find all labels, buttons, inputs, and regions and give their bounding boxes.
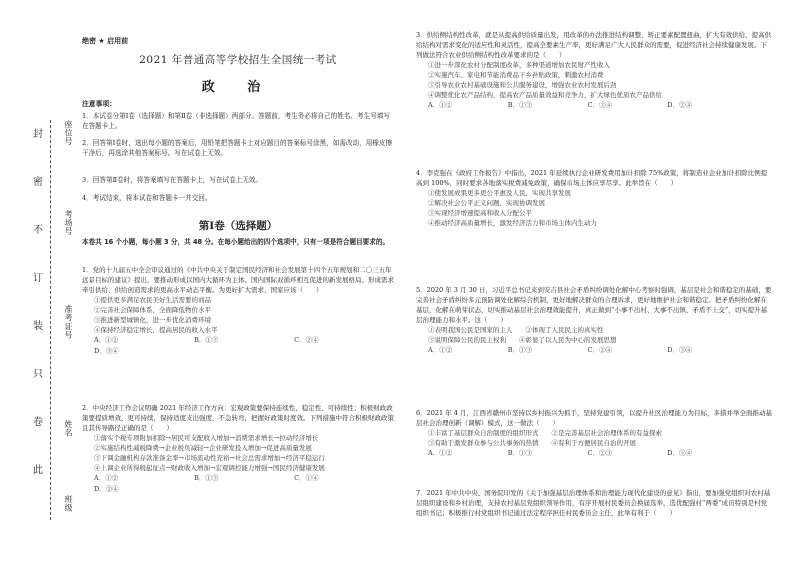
answer-d: D．③④: [94, 346, 119, 355]
option: ②完善社会保障体系，全面降低物价水平: [94, 306, 211, 315]
binding-dashed-line: [50, 120, 51, 520]
admission-number-label: 准考证号: [64, 305, 73, 339]
question-7: [416, 488, 772, 518]
binding-char: 订: [33, 273, 43, 284]
answer-b: B．①③: [507, 101, 533, 110]
binding-char: 不: [33, 225, 43, 236]
subject-title: 政 治: [201, 80, 275, 95]
binding-char: 装: [33, 321, 43, 332]
option: ③说明保障公民的民主权利 ④彰显了以人民为中心的发展思想: [428, 336, 617, 345]
answer-b: B．①③: [194, 474, 219, 483]
option: ②实施汽车、家电和节能消费品下乡补贴政策，刺激农村消费: [428, 71, 604, 80]
notice-item: 2．回答第Ⅰ卷时，选出每小题的答案后，用铅笔把答题卡上对应题目的答案标号涂黑，如需改动，用橡皮擦干净后，再选涂其他答案标号。写在试卷上无效。: [82, 139, 393, 158]
section-heading: 第Ⅰ卷（选择题）: [198, 220, 278, 232]
question-stem: 2．中央经济工作会议明确 2021 年经济工作方向：宏观政策要保持连续性、稳定性、可持续性；积极财政政策要提质增效、更可持续，保持适度支出强度，不急转弯，把握好政策时度效。下列措施中符合积极财政政策且其传导路径正确的是（ ）: [82, 404, 394, 433]
answer-choices: [416, 100, 772, 110]
option: ③实现经济增速提高和收入分配公平: [428, 209, 532, 218]
question-stem: 7．2021 年中共中央、国务院印发的《关于加强基层治理体系和治理能力现代化建设的意见》指出，要加强党组织对农村基层组织建设和乡村治理，支持农村基层党组织领导作用，有序开展村民委员会换届选举，选优配强村“两委”成员特别是村党组织书记；积极推行村党组织书记通过法定程序担任村民委员会主任，此举有利于（ ）: [416, 489, 771, 518]
answer-c: C．②④: [294, 336, 319, 345]
option: ④调整优化农产品结构，提高农产品质量效益和竞争力，扩大绿色优质农产品供给: [428, 91, 662, 100]
question-stem: 6．2021 年 4 月，江西省赣州市坚持以乡村振兴为抓手，坚持党建引领，以提升社区治理能力为目标，多措并举全面推动基层社会治理创新（调解）模式，这一做法（ ）: [416, 409, 773, 428]
exam-room-label: 考场号: [64, 210, 73, 236]
answer-choices: [416, 448, 772, 458]
notice-item: 1．本试卷分第Ⅰ卷（选择题）和第Ⅱ卷（非选择题）两部分。答题前，考生务必将自己的姓名、考生号填写在答题卡上。: [82, 112, 390, 131]
notice-item: 4．考试结束，将本试卷和答题卡一并交回。: [82, 194, 212, 202]
option: ④保持经济稳定增长，提高居民的收入水平: [94, 326, 218, 335]
answer-c: C．②③: [587, 449, 612, 458]
answer-a: A．①②: [428, 346, 453, 355]
name-label: 姓名: [64, 420, 73, 437]
option: ④上调企业所得税起征点→财政收入增加→宏观调控能力增强→国民经济健康发展: [94, 464, 325, 473]
option: ③有助于激发群众参与公共事务的热情 ④有利于方便居民自治的开展: [428, 439, 636, 448]
binding-char: 此: [33, 465, 43, 476]
question-5: [416, 285, 772, 355]
option: ②解决社会公平正义问题，实现协调发展: [428, 199, 545, 208]
answer-choices: [82, 335, 394, 355]
binding-char: 只: [33, 369, 43, 380]
question-stem: 4．李克强在《政府工作报告》中指出，2021 年延续执行企业研发费用加计扣除 75%政策，将制造业企业加计扣除比例提高到 100%，同时要求各地落实税费减免政策，确保市场主体应享尽享。此举旨在（ ）: [416, 169, 768, 188]
seat-number-label: 座位号: [64, 120, 73, 146]
option: ④推动经济高质量增长，激发经济活力和市场主体内生动力: [428, 219, 597, 228]
notice-item: 3．回答第Ⅱ卷时，将答案填写在答题卡上，写在试卷上无效。: [82, 176, 263, 184]
option: ①提供更多满足农民美好生活需要的商品: [94, 296, 211, 305]
answer-a: A．①②: [428, 101, 453, 110]
class-label: 班级: [64, 495, 73, 512]
question-6: [416, 408, 772, 458]
option: ①落实个税专项附加扣除→居民可支配收入增加→消费需求增长→拉动经济增长: [94, 434, 319, 443]
notice-heading: 注意事项：: [82, 100, 116, 108]
binding-char: 密: [33, 177, 43, 188]
answer-c: C．②④: [587, 346, 612, 355]
question-1: [82, 265, 394, 356]
answer-c: C．③④: [587, 101, 612, 110]
answer-b: B．①③: [194, 336, 219, 345]
exam-title: 2021 年普通高等学校招生全国统一考试: [139, 54, 337, 66]
question-2: [82, 403, 394, 494]
answer-b: B．①③: [507, 346, 533, 355]
option: ③推进新型城镇化，进一步优化消费环境: [94, 316, 211, 325]
question-stem: 5．2020 年 3 月 30 日，习近平总书记来到安吉县社会矛盾纠纷调处化解中心考察时强调，基层是社会和谐稳定的基础，要完善社会矛盾纠纷多元预防调处化解综合机制，更好地解决群众的合理诉求，更好地维护社会和谐稳定。把矛盾纠纷化解在基层，化解在萌芽状态，切实推动基层社会治理效能提升，真正做到“小事不出村、大事不出镇、矛盾不上交”，切实提升基层治理能力和水平。这（ ）: [416, 286, 772, 325]
answer-choices: [416, 345, 772, 355]
option: ③下调金融机构存款准备金率→市场流动性充裕→社会总需求增加→经济平稳运行: [94, 454, 325, 463]
question-stem: 1．党的十九届五中全会审议通过的《中共中央关于制定国民经济和社会发展第十四个五年规划和二〇三五年远景目标的建议》提出，要推动形成以国内大循环为主体、国内国际双循环相互促进的新发展格局。形成需求牵引供给、供给创造需求的更高水平动态平衡。为更好扩大需求，国家应该（ ）: [82, 266, 394, 295]
secret-mark: 绝密 ★ 启用前: [82, 37, 129, 45]
answer-d: D．②④: [94, 484, 119, 493]
option: ③引导农业农村基础设施和公共服务建设，增强农业农村发展后劲: [428, 81, 617, 90]
section-description: 本卷共 16 个小题，每小题 3 分，共 48 分。在每小题给出的四个选项中，只有一项是符合题目要求的。: [82, 238, 390, 246]
answer-c: C．①④: [294, 474, 319, 483]
answer-a: A．①②: [428, 449, 453, 458]
answer-choices: [82, 473, 394, 493]
binding-char: 卷: [33, 417, 43, 428]
option: ①使发展成果更多更公平惠及人民，实现共享发展: [428, 189, 571, 198]
answer-d: D．③④: [667, 346, 692, 355]
answer-a: A．①②: [94, 474, 119, 483]
option: ①进一步深化农村分配制度改革，多种渠道增加农民财产性收入: [428, 61, 610, 70]
binding-char: 封: [33, 129, 43, 140]
question-4: [416, 168, 772, 228]
option: ①表明我国公民是国家的主人 ②体现了人民民主的真实性: [428, 326, 604, 335]
option: ①丰富了基层群众自治制度的组织形式 ②是完善基层社会治理体系的有益探索: [428, 429, 662, 438]
answer-a: A．①②: [94, 336, 119, 345]
answer-d: D．③④: [667, 449, 692, 458]
question-3: [416, 30, 772, 111]
option: ②实施结构性减税降费→企业税负减轻→企业研发投入增加→促进高质量发展: [94, 444, 312, 453]
answer-d: D．②④: [667, 101, 692, 110]
question-stem: 3．供给侧结构性改革，就是从提高供给质量出发，用改革的办法推进结构调整，矫正要素配置扭曲，扩大有效供给，提高供给结构对需求变化的适应性和灵活性，提高全要素生产率，更好满足广大人民群众的需要，促进经济社会持续健康发展。下列做法符合农业供给侧结构性改革要求的是（ ）: [416, 31, 772, 60]
answer-b: B．①③: [507, 449, 533, 458]
